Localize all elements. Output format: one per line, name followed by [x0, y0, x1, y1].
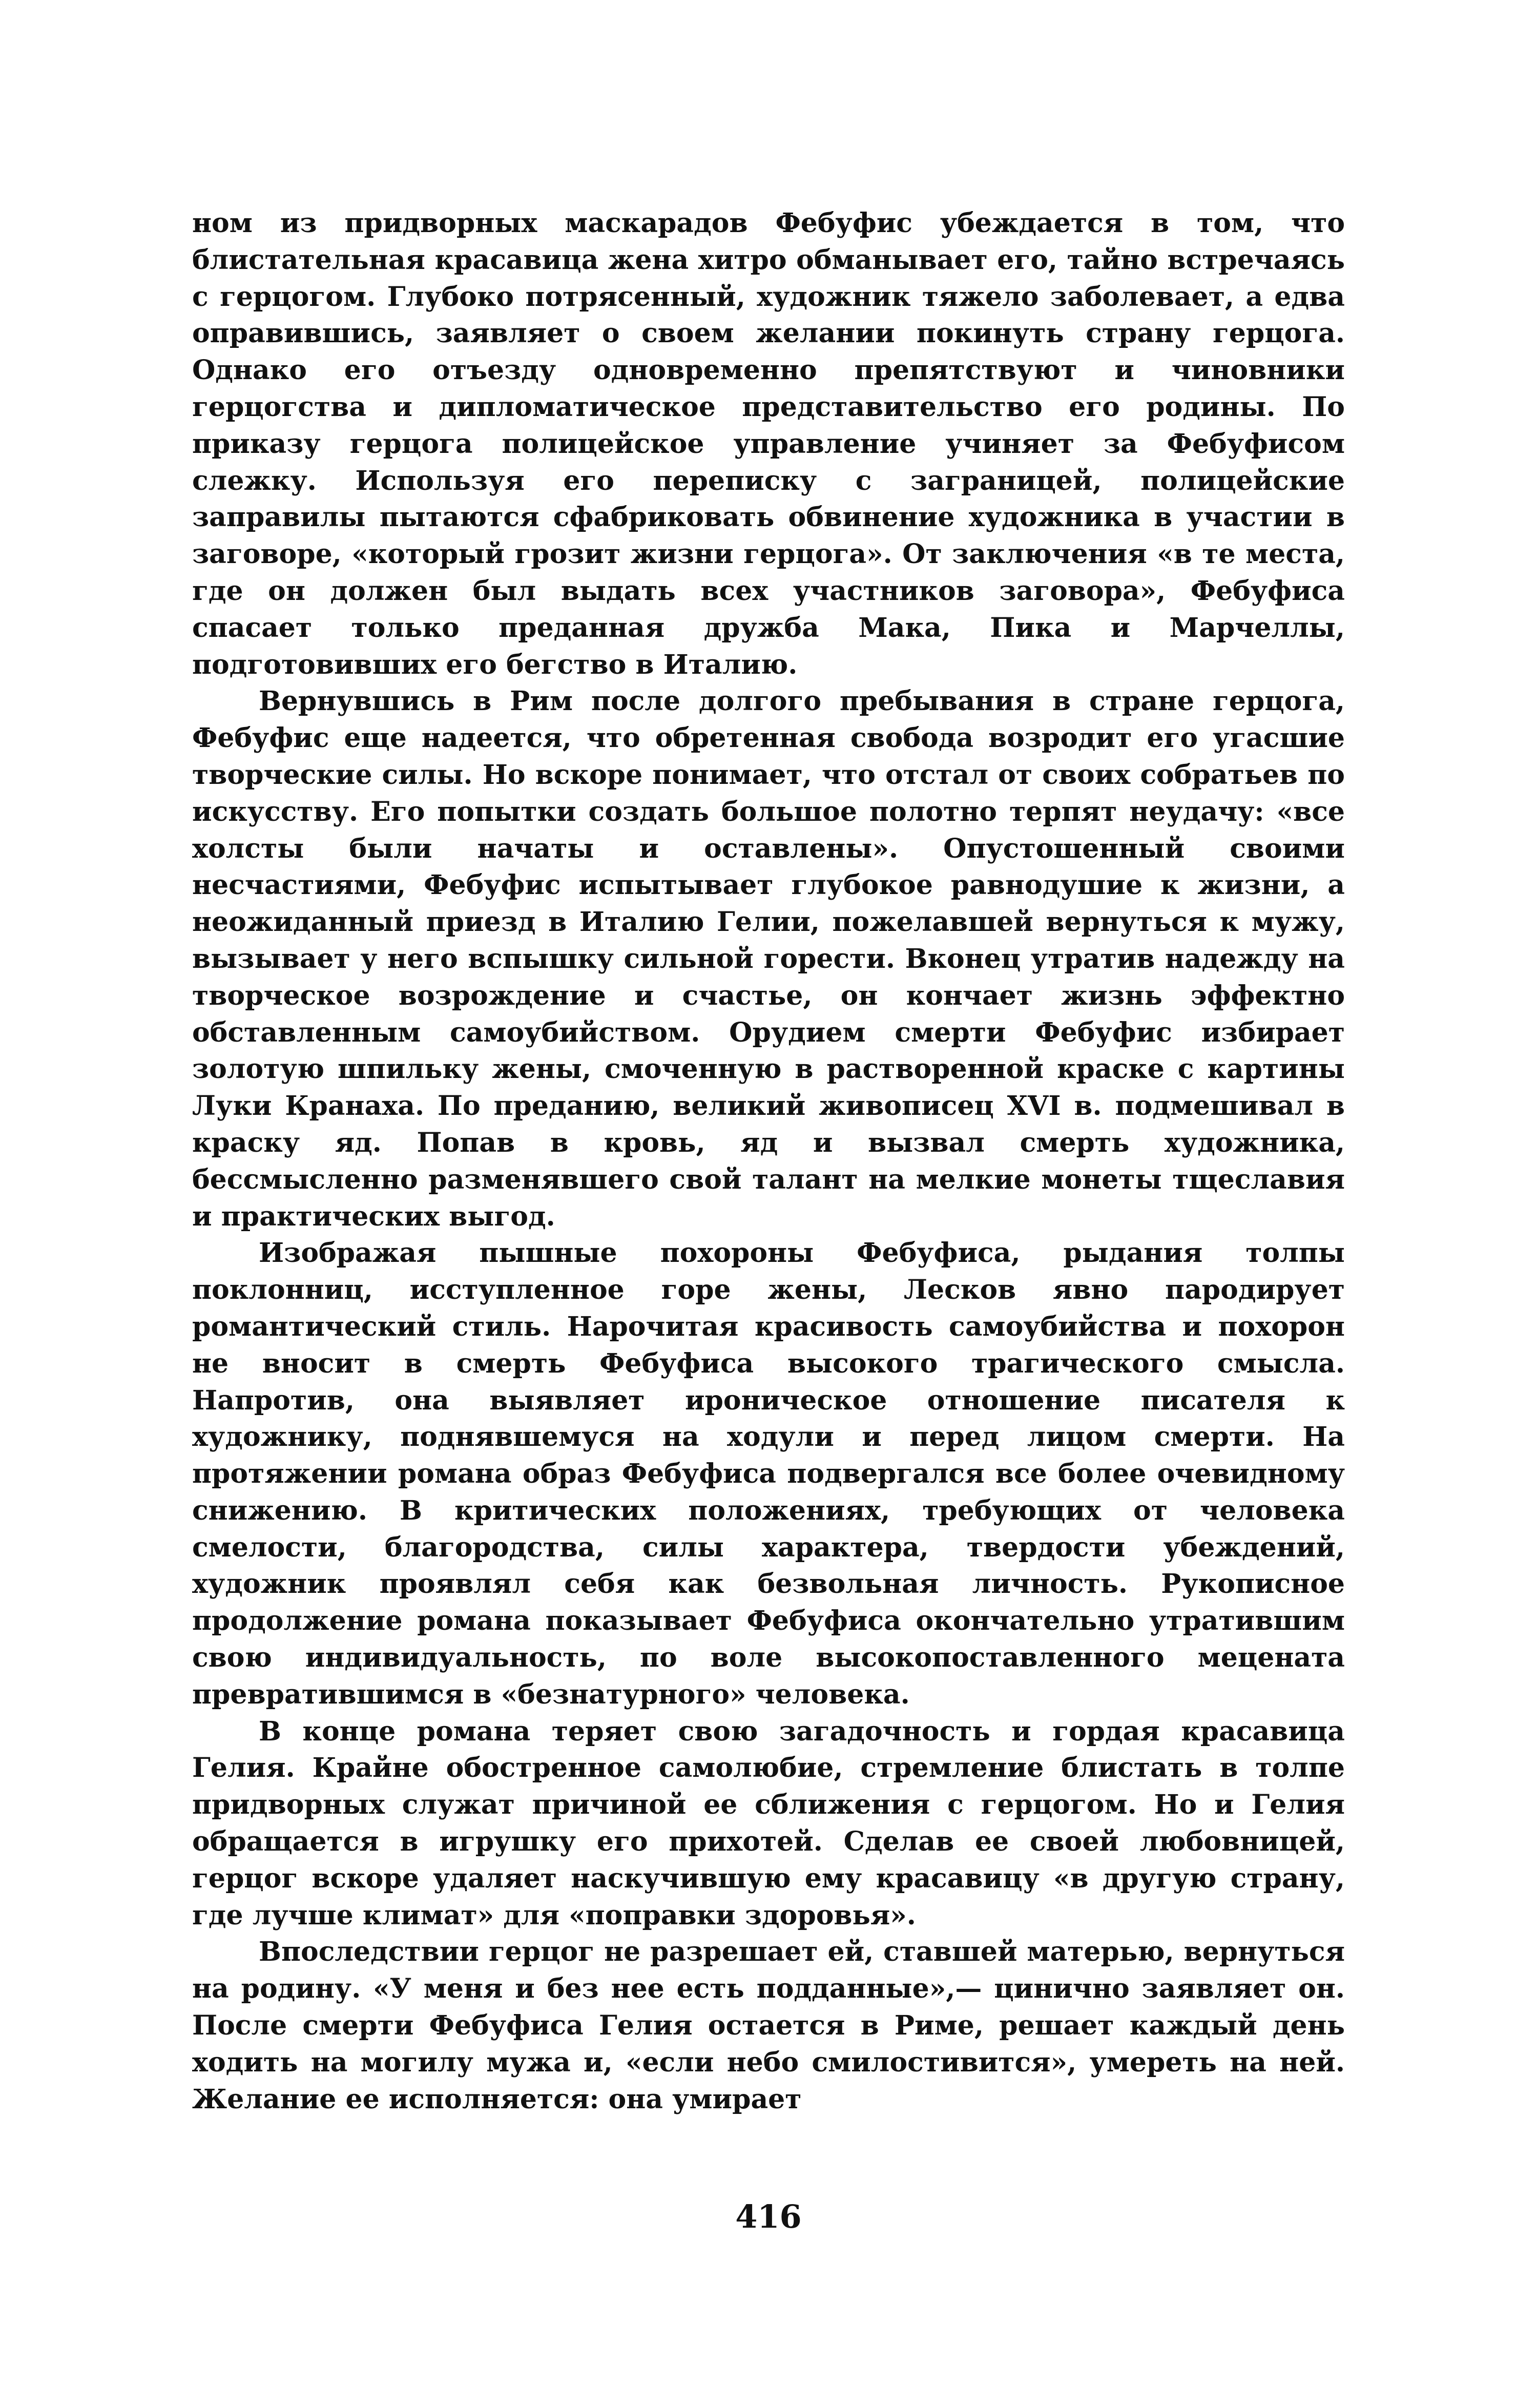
- page-number: 416: [735, 2198, 802, 2235]
- paragraph-5: Впоследствии герцог не разрешает ей, ставшей матерью, вернуться на родину. «У меня и без нее есть подданные»,— цинично заявляет он. После смерти Фебуфиса Гелия остается в Риме, решает каждый день ходить на могилу мужа и, «если небо смилостивится», умереть на ней. Желание ее исполняется: она умирает: [192, 1936, 1345, 2115]
- body-text: [192, 205, 1345, 2118]
- paragraph-4: В конце романа теряет свою загадочность и гордая красавица Гелия. Крайне обостренное самолюбие, стремление блистать в толпе придворных служат причиной ее сближения с герцогом. Но и Гелия обращается в игрушку его прихотей. Сделав ее своей любовницей, герцог вскоре удаляет наскучившую ему красавицу «в другую страну, где лучше климат» для «поправки здоровья».: [192, 1715, 1345, 1931]
- paragraph-3: Изображая пышные похороны Фебуфиса, рыдания толпы поклонниц, исступленное горе жены, Лесков явно пародирует романтический стиль. Нарочитая красивость самоубийства и похорон не вносит в смерть Фебуфиса высокого трагического смысла. Напротив, она выявляет ироническое отношение писателя к художнику, поднявшемуся на ходули и перед лицом смерти. На протяжении романа образ Фебуфиса подвергался все более очевидному снижению. В критических положениях, требующих от человека смелости, благородства, силы характера, твердости убеждений, художник проявлял себя как безвольная личность. Рукописное продолжение романа показывает Фебуфиса окончательно утратившим свою индивидуальность, по воле высокопоставленного мецената превратившимся в «безнатурного» человека.: [192, 1237, 1345, 1710]
- paragraph-1: ном из придворных маскарадов Фебуфис убеждается в том, что блистательная красавица жена хитро обманывает его, тайно встречаясь с герцогом. Глубоко потрясенный, художник тяжело заболевает, а едва оправившись, заявляет о своем желании покинуть страну герцога. Однако его отъезду одновременно препятствуют и чиновники герцогства и дипломатическое представительство его родины. По приказу герцога полицейское управление учиняет за Фебуфисом слежку. Используя его переписку с заграницей, полицейские заправилы пытаются сфабриковать обвинение художника в участии в заговоре, «который грозит жизни герцога». От заключения «в те места, где он должен был выдать всех участников заговора», Фебуфиса спасает только преданная дружба Мака, Пика и Марчеллы, подготовивших его бегство в Италию.: [192, 207, 1345, 680]
- paragraph-2: Вернувшись в Рим после долгого пребывания в стране герцога, Фебуфис еще надеется, что обретенная свобода возродит его угасшие творческие силы. Но вскоре понимает, что отстал от своих собратьев по искусству. Его попытки создать большое полотно терпят неудачу: «все холсты были начаты и оставлены». Опустошенный своими несчастиями, Фебуфис испытывает глубокое равнодушие к жизни, а неожиданный приезд в Италию Гелии, пожелавшей вернуться к мужу, вызывает у него вспышку сильной горести. Вконец утратив надежду на творческое возрождение и счастье, он кончает жизнь эффектно обставленным самоубийством. Орудием смерти Фебуфис избирает золотую шпильку жены, смоченную в растворенной краске с картины Луки Кранаха. По преданию, великий живописец XVI в. подмешивал в краску яд. Попав в кровь, яд и вызвал смерть художника, бессмысленно разменявшего свой талант на мелкие монеты тщеславия и практических выгод.: [192, 686, 1345, 1232]
